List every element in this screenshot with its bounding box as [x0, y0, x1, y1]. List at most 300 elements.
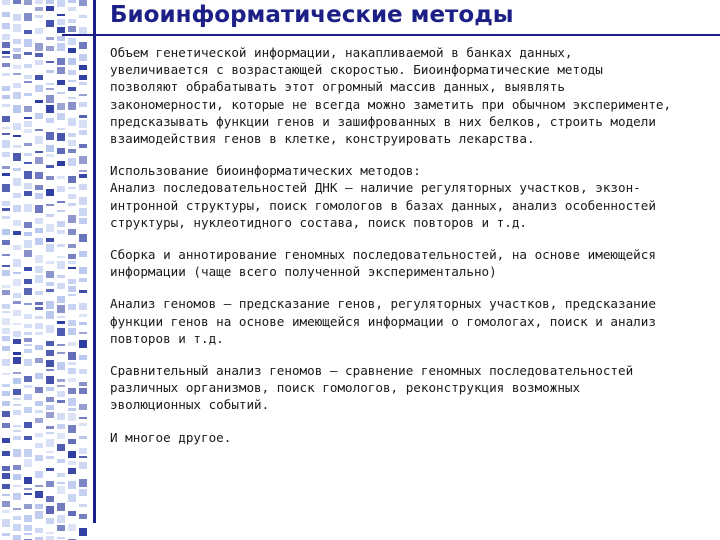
gel-band-mark [68, 118, 76, 126]
gel-band-mark [24, 459, 32, 467]
gel-band-mark [79, 369, 87, 374]
gel-band-mark [79, 479, 87, 487]
gel-band-mark [79, 94, 87, 96]
gel-band-mark [57, 344, 65, 346]
gel-band-mark [24, 488, 32, 490]
gel-band-mark [35, 193, 43, 199]
gel-band-mark [79, 423, 87, 426]
gel-band-mark [2, 359, 10, 366]
gel-band-mark [57, 128, 65, 130]
gel-band-mark [68, 97, 76, 99]
gel-band-mark [24, 204, 32, 212]
gel-band-mark [35, 266, 43, 273]
paragraph-uses: Использование биоинформатических методов: Анализ последовательностей ДНК – наличие регуляторных участков, экзон- интронной структуры, поиск гомологов в базах данных, анализ особенностей структуры, нуклеотидного состава, поиск повторов и т.д. [110, 163, 656, 230]
gel-band-mark [79, 388, 87, 394]
gel-band-mark [68, 261, 76, 264]
gel-band-mark [46, 481, 54, 487]
gel-band-mark [57, 515, 65, 523]
gel-band-mark [68, 294, 76, 296]
gel-band-mark [2, 173, 10, 176]
gel-band-mark [57, 58, 65, 65]
gel-band-mark [46, 118, 54, 123]
gel-band-mark [57, 459, 65, 463]
gel-band-mark [24, 515, 32, 522]
gel-band-mark [24, 52, 32, 55]
gel-band-mark [79, 340, 87, 348]
gel-band-mark [13, 398, 21, 400]
gel-band-mark [79, 456, 87, 458]
gel-band-mark [68, 511, 76, 516]
gel-band-mark [57, 486, 65, 494]
gel-band-mark [13, 245, 21, 250]
gel-band-mark [79, 355, 87, 360]
gel-band-mark [35, 307, 43, 310]
gel-band-mark [57, 321, 65, 324]
gel-band-mark [13, 14, 21, 21]
gel-band-mark [46, 426, 54, 429]
gel-band-mark [57, 328, 65, 336]
gel-band-mark [46, 189, 54, 196]
gel-band-mark [2, 240, 10, 245]
gel-band-mark [57, 19, 65, 25]
gel-band-mark [46, 95, 54, 103]
gel-band-mark [57, 256, 65, 258]
gel-band-mark [79, 322, 87, 325]
gel-band-mark [13, 65, 21, 69]
gel-band-mark [68, 342, 76, 346]
gel-band-mark [24, 407, 32, 413]
gel-band-mark [68, 26, 76, 32]
gel-band-mark [13, 301, 21, 304]
gel-band-mark [2, 0, 10, 5]
paragraph-intro: Объем генетической информации, накапливаемой в банках данных, увеличивается с возрастающей скоростью. Биоинформатические методы позволяют обрабатывать этот огромный массив данных, выявлять закономерности, которые не всегда можно заметить при обычном эксперименте, предсказывать функции генов и зашифрованных в них белков, строить модели взаимодействия генов в клетке, конструировать лекарства. [110, 45, 672, 147]
gel-band-mark [2, 346, 10, 351]
dna-gel-decoration [0, 0, 92, 540]
gel-band-mark [13, 123, 21, 130]
gel-band-mark [24, 0, 32, 5]
dna-gel-image [0, 0, 92, 540]
gel-band-mark [35, 528, 43, 533]
gel-band-mark [13, 48, 21, 52]
gel-band-mark [24, 13, 32, 21]
gel-band-mark [46, 325, 54, 333]
gel-band-mark [2, 56, 10, 58]
gel-band-mark [79, 0, 87, 6]
gel-band-mark [57, 0, 65, 7]
gel-band-mark [46, 532, 54, 534]
gel-band-mark [57, 161, 65, 166]
gel-band-mark [24, 394, 32, 400]
paragraph-assembly: Сборка и аннотирование геномных последовательностей, на основе имеющейся информации (чаще всего полученной экспериментально) [110, 247, 656, 280]
gel-band-mark [57, 537, 65, 539]
gel-band-mark [2, 494, 10, 496]
gel-band-mark [46, 376, 54, 384]
gel-band-mark [57, 27, 65, 33]
gel-band-mark [13, 339, 21, 344]
gel-band-mark [57, 275, 65, 278]
gel-band-mark [46, 397, 54, 402]
gel-band-mark [46, 360, 54, 367]
gel-band-mark [13, 404, 21, 406]
gel-band-mark [57, 296, 65, 303]
gel-band-mark [35, 0, 43, 4]
gel-band-mark [13, 272, 21, 274]
gel-band-mark [68, 215, 76, 223]
gel-band-mark [13, 378, 21, 384]
gel-band-mark [13, 145, 21, 148]
gel-band-mark [57, 133, 65, 141]
gel-band-mark [46, 261, 54, 264]
gel-band-mark [2, 384, 10, 387]
paragraph-comparative: Сравнительный анализ геномов – сравнение геномных последовательностей различных организмов, поиск гомологов, реконструкция возможных эволюционных событий. [110, 363, 634, 413]
gel-band-mark [79, 174, 87, 178]
gel-band-mark [24, 493, 32, 495]
gel-band-mark [46, 412, 54, 418]
gel-band-mark [24, 267, 32, 271]
gel-band-mark [2, 318, 10, 325]
gel-band-mark [46, 224, 54, 232]
gel-band-mark [46, 439, 54, 447]
gel-band-mark [68, 194, 76, 199]
gel-band-mark [57, 525, 65, 531]
gel-band-mark [57, 473, 65, 477]
gel-band-mark [13, 516, 21, 520]
gel-band-mark [79, 218, 87, 224]
gel-band-mark [57, 261, 65, 269]
paragraph-more: И многое другое. [110, 429, 232, 445]
gel-band-mark [57, 176, 65, 179]
gel-band-mark [13, 0, 21, 4]
gel-band-mark [57, 503, 65, 511]
gel-band-mark [24, 288, 32, 295]
gel-band-mark [68, 58, 76, 65]
gel-band-mark [57, 201, 65, 203]
gel-band-mark [13, 279, 21, 286]
gel-band-mark [46, 105, 54, 113]
slide-body [110, 44, 710, 461]
gel-band-mark [68, 368, 76, 374]
gel-band-mark [2, 401, 10, 406]
gel-band-mark [24, 332, 32, 335]
gel-band-mark [46, 88, 54, 90]
gel-band-mark [13, 372, 21, 374]
gel-band-mark [46, 0, 54, 4]
gel-band-mark [13, 92, 21, 99]
gel-band-mark [2, 208, 10, 211]
gel-band-mark [68, 176, 76, 183]
gel-band-mark [57, 113, 65, 120]
gel-band-mark [68, 80, 76, 82]
gel-band-mark [46, 37, 54, 40]
gel-band-mark [46, 496, 54, 502]
gel-band-mark [68, 229, 76, 235]
gel-band-mark [68, 461, 76, 465]
gel-band-mark [68, 388, 76, 394]
gel-band-mark [79, 278, 87, 282]
gel-band-mark [24, 222, 32, 228]
gel-band-mark [24, 39, 32, 47]
gel-band-mark [35, 255, 43, 263]
gel-band-mark [46, 456, 54, 459]
gel-band-mark [57, 352, 65, 354]
gel-band-mark [68, 362, 76, 365]
gel-band-mark [46, 46, 54, 51]
gel-band-mark [79, 82, 87, 85]
gel-band-mark [24, 93, 32, 96]
gel-band-mark [13, 168, 21, 171]
page-title: Биоинформатические методы [110, 2, 514, 28]
gel-band-mark [2, 184, 10, 192]
gel-band-mark [57, 230, 65, 234]
gel-band-mark [46, 145, 54, 152]
gel-band-mark [35, 113, 43, 119]
gel-band-mark [24, 477, 32, 484]
gel-band-mark [79, 42, 87, 49]
gel-band-mark [24, 314, 32, 319]
gel-band-mark [24, 106, 32, 112]
gel-band-mark [24, 449, 32, 457]
gel-band-mark [24, 191, 32, 196]
gel-band-mark [35, 302, 43, 305]
gel-band-mark [2, 73, 10, 76]
gel-band-mark [68, 378, 76, 382]
gel-band-mark [68, 0, 76, 3]
gel-band-mark [57, 67, 65, 74]
gel-band-mark [35, 455, 43, 461]
gel-band-mark [24, 436, 32, 440]
gel-band-mark [2, 254, 10, 256]
gel-band-mark [24, 533, 32, 535]
gel-band-mark [68, 286, 76, 292]
gel-band-mark [35, 316, 43, 319]
gel-band-mark [46, 506, 54, 514]
gel-band-mark [79, 528, 87, 536]
gel-band-mark [35, 491, 43, 498]
gel-band-mark [35, 291, 43, 295]
gel-band-mark [46, 271, 54, 278]
gel-band-mark [35, 332, 43, 335]
gel-band-mark [79, 75, 87, 80]
gel-band-mark [79, 15, 87, 18]
gel-band-mark [57, 413, 65, 420]
gel-band-mark [2, 270, 10, 276]
gel-band-mark [79, 156, 87, 164]
gel-band-mark [2, 12, 10, 17]
gel-band-mark [68, 398, 76, 406]
gel-band-mark [68, 244, 76, 248]
gel-band-mark [57, 43, 65, 51]
gel-band-mark [35, 129, 43, 131]
gel-band-mark [13, 436, 21, 440]
gel-band-mark [79, 251, 87, 257]
gel-band-mark [24, 385, 32, 388]
gel-band-mark [46, 244, 54, 252]
gel-band-mark [46, 6, 54, 11]
gel-band-mark [24, 183, 32, 189]
gel-band-mark [68, 133, 76, 137]
gel-band-mark [35, 53, 43, 57]
gel-band-mark [79, 417, 87, 419]
gel-band-mark [2, 328, 10, 334]
gel-band-mark [35, 238, 43, 245]
gel-band-mark [79, 436, 87, 439]
gel-band-mark [79, 462, 87, 469]
gel-band-mark [35, 205, 43, 213]
gel-band-mark [68, 304, 76, 310]
gel-band-mark [24, 250, 32, 257]
gel-band-mark [24, 422, 32, 428]
title-underline [62, 34, 720, 36]
gel-band-mark [13, 73, 21, 75]
gel-band-mark [46, 238, 54, 242]
gel-band-mark [35, 85, 43, 92]
gel-band-mark [35, 410, 43, 413]
gel-band-mark [13, 83, 21, 88]
gel-band-mark [13, 310, 21, 316]
gel-band-mark [2, 484, 10, 489]
gel-band-mark [46, 214, 54, 217]
gel-band-mark [46, 341, 54, 346]
gel-band-mark [13, 193, 21, 198]
gel-band-mark [35, 485, 43, 487]
gel-band-mark [35, 60, 43, 65]
gel-band-mark [68, 158, 76, 166]
gel-band-mark [79, 332, 87, 334]
gel-band-mark [24, 30, 32, 34]
gel-band-mark [68, 38, 76, 45]
gel-band-mark [68, 203, 76, 206]
gel-band-mark [13, 357, 21, 364]
gel-band-mark [46, 311, 54, 319]
gel-band-mark [46, 468, 54, 471]
gel-band-mark [57, 444, 65, 451]
gel-band-mark [35, 418, 43, 423]
gel-band-mark [46, 387, 54, 391]
gel-band-mark [79, 234, 87, 242]
gel-band-mark [46, 301, 54, 309]
gel-band-mark [46, 20, 54, 27]
gel-band-mark [57, 424, 65, 429]
gel-band-mark [13, 430, 21, 432]
gel-band-mark [68, 451, 76, 458]
gel-band-mark [13, 105, 21, 113]
gel-band-mark [68, 413, 76, 421]
gel-band-mark [24, 504, 32, 509]
gel-band-mark [79, 197, 87, 205]
gel-band-mark [35, 443, 43, 448]
gel-band-mark [79, 303, 87, 310]
gel-band-mark [68, 494, 76, 502]
gel-band-mark [46, 289, 54, 292]
gel-band-mark [79, 54, 87, 61]
gel-band-mark [46, 154, 54, 157]
gel-band-mark [13, 352, 21, 355]
gel-band-mark [35, 345, 43, 350]
gel-band-mark [13, 508, 21, 510]
gel-band-mark [13, 410, 21, 415]
gel-band-mark [79, 404, 87, 410]
gel-band-mark [35, 433, 43, 437]
gel-band-mark [46, 518, 54, 524]
gel-band-mark [2, 116, 10, 122]
gel-band-mark [68, 279, 76, 284]
gel-band-mark [35, 504, 43, 509]
gel-band-mark [35, 75, 43, 80]
gel-band-mark [79, 184, 87, 190]
gel-band-mark [13, 231, 21, 235]
gel-band-mark [57, 305, 65, 313]
gel-band-mark [68, 48, 76, 53]
gel-band-mark [13, 153, 21, 161]
gel-band-mark [57, 221, 65, 227]
gel-band-mark [2, 63, 10, 67]
gel-band-mark [68, 149, 76, 153]
gel-band-mark [79, 102, 87, 107]
gel-band-mark [13, 135, 21, 137]
gel-band-mark [24, 240, 32, 248]
gel-band-mark [35, 471, 43, 478]
gel-band-mark [68, 254, 76, 259]
gel-band-mark [2, 51, 10, 54]
gel-band-mark [57, 210, 65, 212]
gel-band-mark [24, 64, 32, 68]
gel-band-mark [68, 7, 76, 11]
gel-band-mark [2, 290, 10, 295]
gel-band-mark [13, 220, 21, 226]
gel-band-mark [46, 70, 54, 73]
gel-band-mark [24, 143, 32, 146]
gel-band-mark [68, 524, 76, 531]
gel-band-mark [2, 466, 10, 471]
gel-band-mark [2, 152, 10, 157]
gel-band-mark [68, 140, 76, 146]
gel-band-mark [35, 387, 43, 393]
gel-band-mark [79, 130, 87, 135]
gel-band-mark [46, 405, 54, 410]
gel-band-mark [35, 7, 43, 11]
gel-band-mark [68, 408, 76, 411]
gel-band-mark [24, 232, 32, 236]
gel-band-mark [79, 514, 87, 519]
gel-band-mark [35, 157, 43, 164]
gel-band-mark [2, 519, 10, 527]
gel-band-mark [35, 323, 43, 329]
gel-band-mark [24, 129, 32, 133]
gel-band-mark [68, 439, 76, 444]
gel-band-mark [24, 75, 32, 79]
gel-band-mark [79, 290, 87, 293]
gel-band-mark [13, 524, 21, 531]
gel-band-mark [13, 493, 21, 500]
gel-band-mark [57, 14, 65, 16]
gel-band-mark [46, 61, 54, 63]
gel-band-mark [13, 24, 21, 32]
gel-band-mark [2, 438, 10, 443]
gel-band-mark [2, 510, 10, 513]
gel-band-mark [68, 87, 76, 91]
gel-band-mark [35, 28, 43, 34]
gel-band-mark [13, 54, 21, 59]
gel-band-mark [24, 279, 32, 284]
gel-band-mark [57, 80, 65, 85]
gel-band-mark [79, 208, 87, 216]
gel-band-mark [2, 451, 10, 456]
gel-band-mark [2, 95, 10, 99]
gel-band-mark [13, 331, 21, 337]
gel-band-mark [57, 362, 65, 370]
gel-band-mark [13, 323, 21, 325]
gel-band-mark [13, 474, 21, 480]
